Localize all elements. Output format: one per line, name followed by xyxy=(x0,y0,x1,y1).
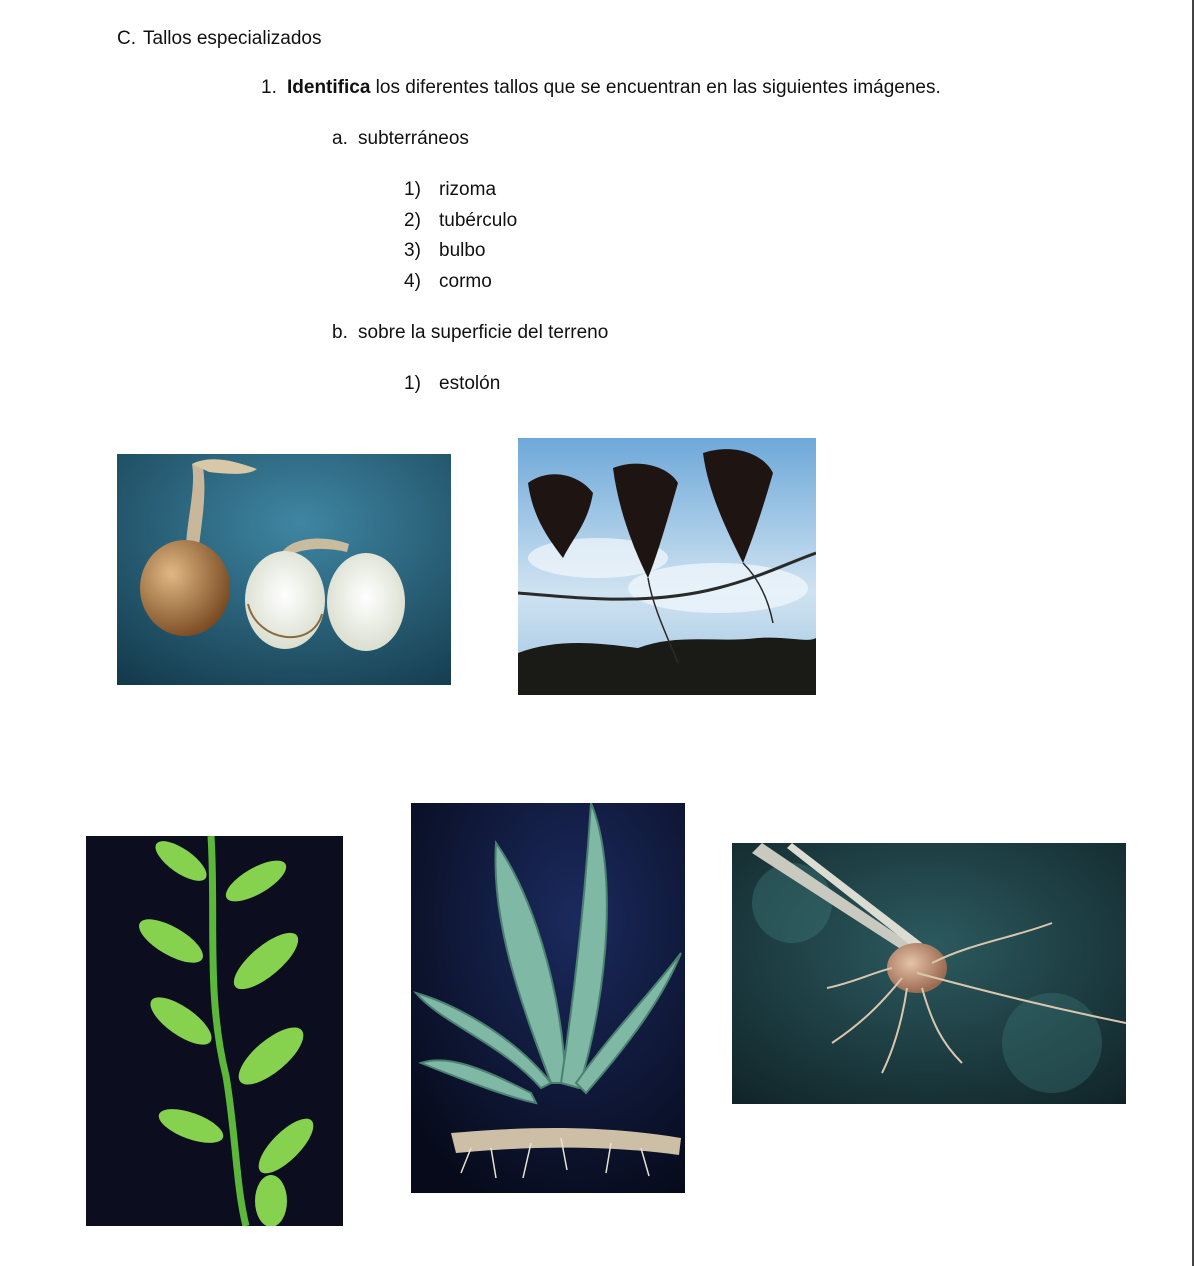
rhizome-plant-photo xyxy=(411,803,685,1193)
list-item xyxy=(404,179,496,201)
list-marker: 3) xyxy=(404,240,421,261)
page-right-border xyxy=(1192,0,1194,1266)
group-b-marker: b. xyxy=(332,322,348,343)
group-b-heading xyxy=(332,322,608,344)
list-marker: 2) xyxy=(404,210,421,231)
list-item xyxy=(404,271,492,293)
list-item-label: cormo xyxy=(439,271,492,292)
section-marker: C. xyxy=(117,28,136,49)
list-marker: 4) xyxy=(404,271,421,292)
thorny-branch-photo xyxy=(86,836,343,1226)
vine-tendril-photo xyxy=(518,438,816,695)
list-item-label: estolón xyxy=(439,373,501,394)
list-marker: 1) xyxy=(404,179,421,200)
list-item-label: rizoma xyxy=(439,179,497,200)
instruction-marker: 1. xyxy=(261,77,277,98)
section-title: Tallos especializados xyxy=(143,28,322,49)
list-item xyxy=(404,210,517,232)
list-item xyxy=(404,240,486,262)
group-a-marker: a. xyxy=(332,128,348,149)
list-marker: 1) xyxy=(404,373,421,394)
onion-bulb-photo xyxy=(117,454,451,685)
instruction-bold-verb: Identifica xyxy=(287,77,371,98)
group-a-label: subterráneos xyxy=(358,128,469,149)
section-heading xyxy=(117,28,322,50)
instruction-item xyxy=(261,77,941,99)
list-item xyxy=(404,373,500,395)
group-b-label: sobre la superficie del terreno xyxy=(358,322,609,343)
list-item-label: bulbo xyxy=(439,240,486,261)
list-item-label: tubérculo xyxy=(439,210,518,231)
instruction-text: los diferentes tallos que se encuentran en las siguientes imágenes. xyxy=(370,77,941,98)
group-a-heading xyxy=(332,128,469,150)
corm-roots-photo xyxy=(732,843,1126,1104)
